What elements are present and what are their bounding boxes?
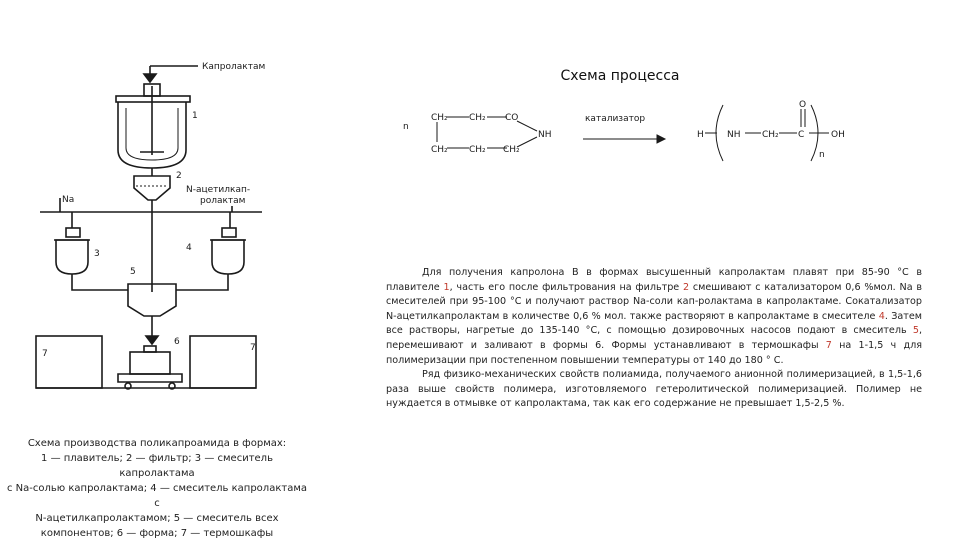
reaction-ch2-2: CH₂ bbox=[469, 113, 486, 123]
mold-cart bbox=[118, 374, 182, 382]
desc-text: , перемешивают и заливают в формы 6. Формы устанавливают в термошкафы bbox=[386, 325, 922, 351]
reaction-ch2-5: CH₂ bbox=[503, 145, 520, 155]
process-title: Схема процесса bbox=[560, 68, 680, 84]
desc-text: . Затем все растворы, нагретые до 135-140 °С, с помощью дозировочных насосов подают в смеситель bbox=[386, 310, 922, 337]
mixer3-outlet bbox=[72, 274, 128, 290]
label-num-5: 5 bbox=[130, 267, 136, 277]
reaction-ch2-product: CH₂ bbox=[762, 130, 779, 140]
mixer3-motor bbox=[66, 228, 80, 237]
desc-text: Для получения капролона В в формах высушенный капролактам плавят при 85-90 °С в плавителе bbox=[386, 267, 922, 293]
desc-ref-1: 1 bbox=[443, 281, 450, 293]
reaction-ch2-4: CH₂ bbox=[469, 145, 486, 155]
feed-inlet-valve bbox=[144, 74, 156, 82]
reaction-catalyst: катализатор bbox=[585, 114, 646, 124]
label-num-2: 2 bbox=[176, 171, 182, 181]
reaction-n-left: n bbox=[403, 122, 409, 132]
label-n-acetyl-2: ролактам bbox=[200, 196, 246, 206]
reaction-scheme bbox=[395, 95, 865, 170]
caption-line: компонентов; 6 — форма; 7 — термошкафы bbox=[40, 528, 274, 539]
reaction-nh-product: NH bbox=[727, 130, 741, 140]
bracket-left bbox=[716, 105, 723, 161]
label-num-1: 1 bbox=[192, 111, 198, 121]
reaction-oh: OH bbox=[831, 130, 845, 140]
mixer5-outlet-valve bbox=[146, 336, 158, 344]
scheme-caption bbox=[4, 436, 310, 541]
reaction-ch2-1: CH₂ bbox=[431, 113, 448, 123]
label-na: Na bbox=[62, 195, 75, 205]
melter-top-flange bbox=[116, 96, 190, 102]
desc-ref-4: 4 bbox=[878, 310, 885, 322]
label-num-3: 3 bbox=[94, 249, 100, 259]
mold-top bbox=[144, 346, 156, 352]
production-scheme-diagram bbox=[0, 0, 330, 420]
desc-ref-7: 7 bbox=[825, 339, 832, 351]
thermal-cabinet-right bbox=[190, 336, 256, 388]
label-num-6: 6 bbox=[174, 337, 180, 347]
mixer4-outlet bbox=[176, 274, 228, 290]
label-caprolactam: Капролактам bbox=[202, 62, 266, 72]
mixer3-vessel bbox=[56, 240, 88, 274]
mold-6 bbox=[130, 352, 170, 374]
reaction-c: C bbox=[798, 130, 805, 140]
production-scheme-svg bbox=[0, 0, 330, 420]
reaction-arrow-head bbox=[657, 135, 665, 143]
thermal-cabinet-left bbox=[36, 336, 102, 388]
reaction-o: O bbox=[799, 100, 807, 110]
mixer4-vessel bbox=[212, 240, 244, 274]
desc-ref-2: 2 bbox=[683, 281, 690, 293]
desc-text: , часть его после фильтрования на фильтре bbox=[449, 281, 683, 293]
caption-line: Схема производства поликапроамида в формах: bbox=[27, 438, 287, 449]
process-description bbox=[386, 266, 922, 412]
reaction-nh: NH bbox=[538, 130, 552, 140]
desc-text: на 1-1,5 ч для полимеризации при постепенном повышении температуры от 140 до 180 ° С. bbox=[386, 339, 922, 366]
desc-ref-5: 5 bbox=[912, 325, 919, 337]
reaction-ch2-3: CH₂ bbox=[431, 145, 448, 155]
label-num-7-left: 7 bbox=[42, 349, 48, 359]
description-paragraph-1 bbox=[386, 266, 922, 368]
label-num-7-right: 7 bbox=[250, 343, 256, 353]
bond-co-nh bbox=[517, 121, 537, 131]
label-num-4: 4 bbox=[186, 243, 192, 253]
bond-nh-ch2 bbox=[517, 137, 537, 147]
reaction-svg bbox=[395, 95, 865, 170]
description-paragraph-2: Ряд физико-механических свойств полиамида, получаемого анионной полимеризацией, в 1,5-1,6 раза выше свойств полимера, изготовляемого гетеролитической полимеризацией. Полимер не нуждается в отмывке от капролактама, так как его содержание не превышает 1,5-2,5 %. bbox=[386, 369, 922, 410]
reaction-h: H bbox=[697, 130, 704, 140]
label-n-acetyl-1: N-ацетилкап- bbox=[186, 185, 251, 195]
filter-vessel bbox=[134, 176, 170, 200]
reaction-n-sub: n bbox=[819, 150, 825, 160]
desc-text: смешивают с катализатором 0,6 %мол. Na в смесителей при 95-100 °С и получают раствор Na-соли кап-ролактама в капролактаме. Сокатализатор N-ацетилкапролактам в количестве 0,6 % мол. также растворяют в капролактаме в смесителе bbox=[386, 281, 923, 322]
caption-line: N-ацетилкапролактамом; 5 — смеситель всех bbox=[35, 513, 279, 524]
reaction-co: CO bbox=[505, 113, 519, 123]
caption-line: 1 — плавитель; 2 — фильтр; 3 — смеситель капролактама bbox=[41, 453, 273, 479]
caption-line: с Na-солью капролактама; 4 — смеситель капролактама с bbox=[6, 483, 307, 509]
mixer4-motor bbox=[222, 228, 236, 237]
